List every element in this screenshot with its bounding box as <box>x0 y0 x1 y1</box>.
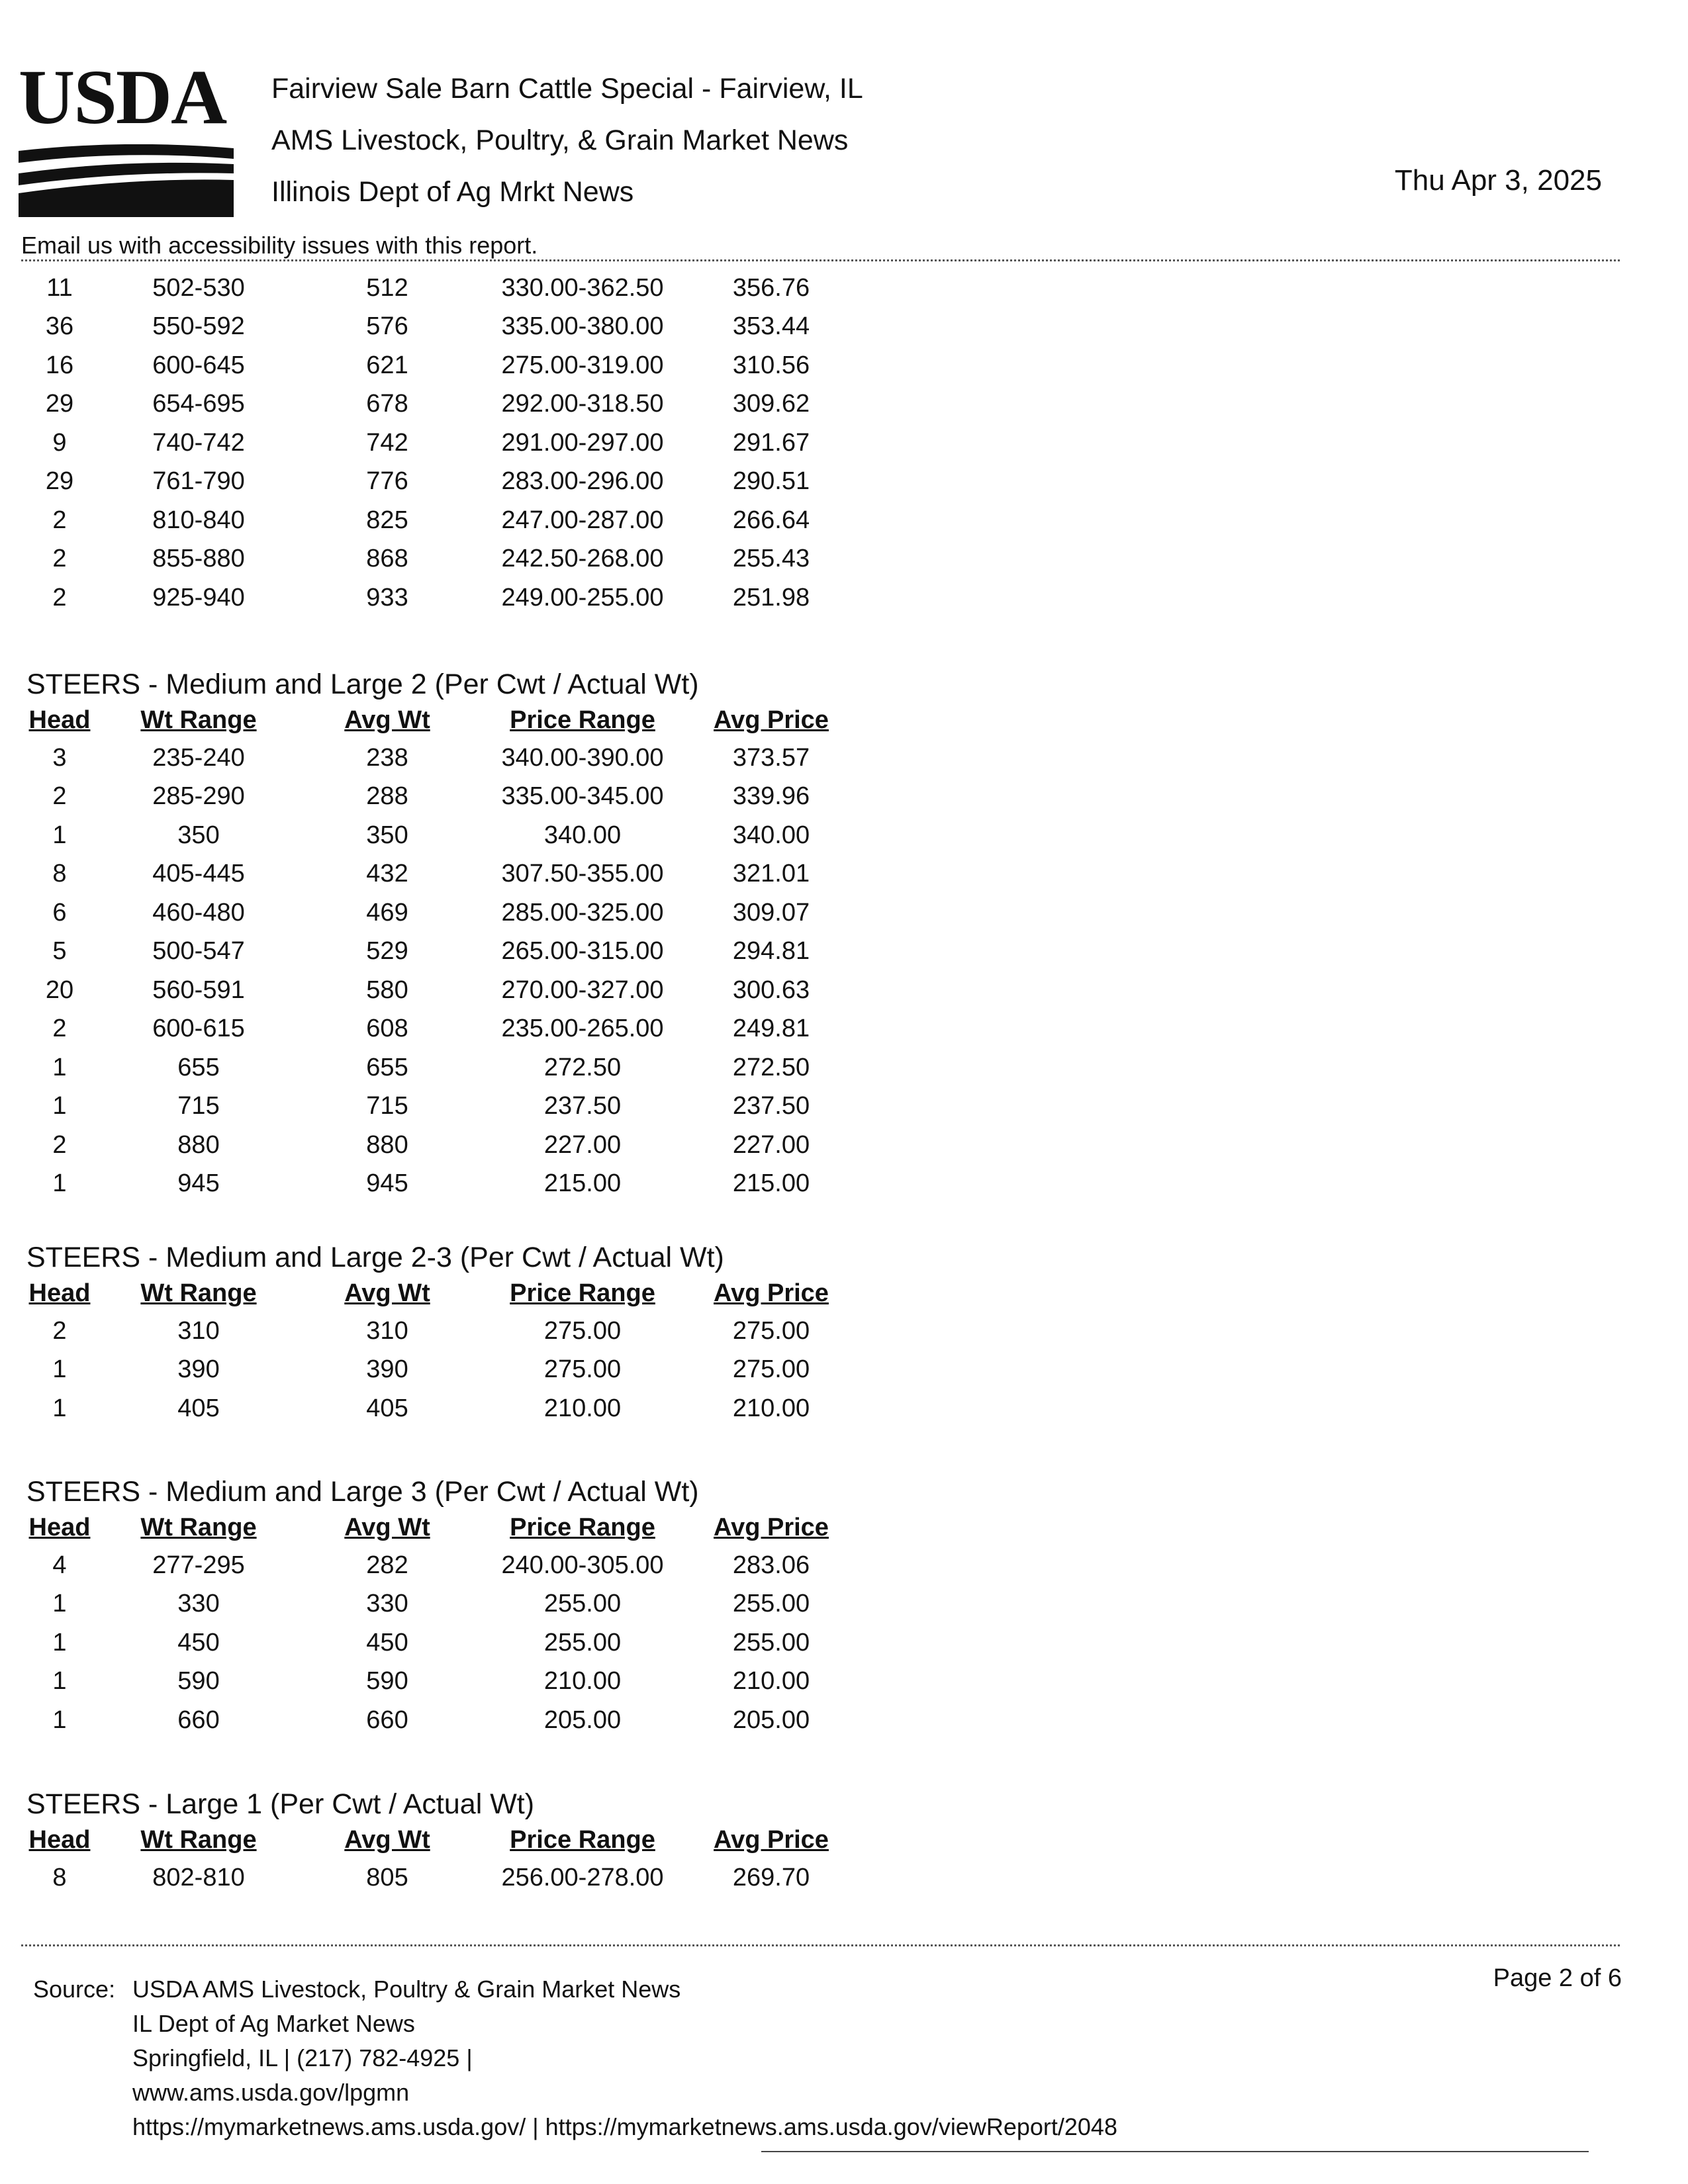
table-cell: 300.63 <box>732 976 810 1004</box>
column-header: Head <box>28 705 91 734</box>
table-cell: 945 <box>177 1169 220 1198</box>
table-header-row <box>26 702 847 739</box>
table-cell: 502-530 <box>152 273 245 302</box>
table-row <box>26 308 847 347</box>
table-cell: 945 <box>366 1169 408 1198</box>
table-cell: 2 <box>52 782 67 811</box>
table-cell: 283.00-296.00 <box>501 467 664 496</box>
table-cell: 255.43 <box>732 545 810 573</box>
table-cell: 275.00 <box>732 1316 810 1345</box>
table-row <box>26 933 847 972</box>
table-cell: 255.00 <box>543 1628 622 1657</box>
table-row <box>26 578 847 617</box>
table-cell: 265.00-315.00 <box>501 937 664 966</box>
table-cell: 810-840 <box>152 506 245 534</box>
table-row <box>26 1165 847 1204</box>
table-cell: 350 <box>177 821 220 849</box>
table-cell: 291.00-297.00 <box>501 428 664 457</box>
table-cell: 715 <box>366 1092 408 1120</box>
section-ml3 <box>26 1475 953 1740</box>
table-cell: 9 <box>52 428 67 457</box>
table-cell: 933 <box>366 583 408 612</box>
column-header: Price Range <box>510 1825 655 1854</box>
table-cell: 660 <box>366 1706 408 1734</box>
table-row <box>26 424 847 463</box>
accessibility-link[interactable]: Email us with accessibility issues with this report. <box>21 232 538 259</box>
table-cell: 450 <box>366 1628 408 1657</box>
table-cell: 227.00 <box>732 1130 810 1159</box>
table-cell: 256.00-278.00 <box>501 1863 664 1891</box>
section-large1 <box>26 1787 953 1897</box>
section-title: STEERS - Medium and Large 2 (Per Cwt / Actual Wt) <box>26 668 699 700</box>
column-header: Avg Wt <box>344 1825 430 1854</box>
table-cell: 1 <box>52 1169 67 1198</box>
table-row <box>26 855 847 894</box>
table-row <box>26 269 847 308</box>
table-cell: 1 <box>52 1394 67 1422</box>
column-header: Price Range <box>510 705 655 734</box>
column-header: Head <box>28 1279 91 1307</box>
table-cell: 335.00-345.00 <box>501 782 664 811</box>
table-row <box>26 778 847 817</box>
table-cell: 330 <box>366 1590 408 1618</box>
table-cell: 580 <box>366 976 408 1004</box>
table-cell: 655 <box>177 1053 220 1081</box>
table-cell: 761-790 <box>152 467 245 496</box>
table-cell: 215.00 <box>543 1169 622 1198</box>
table-cell: 880 <box>366 1130 408 1159</box>
table-cell: 210.00 <box>543 1394 622 1422</box>
table-cell: 529 <box>366 937 408 966</box>
table-cell: 275.00 <box>543 1355 622 1384</box>
column-header: Wt Range <box>140 1825 257 1854</box>
section-title: STEERS - Large 1 (Per Cwt / Actual Wt) <box>26 1788 535 1820</box>
table-cell: 340.00 <box>543 821 622 849</box>
source-line: IL Dept of Ag Market News <box>132 2010 415 2037</box>
column-header: Wt Range <box>140 1279 257 1307</box>
table-row <box>26 1312 847 1351</box>
table-cell: 1 <box>52 1590 67 1618</box>
table-header-row <box>26 1275 847 1312</box>
table-cell: 340.00-390.00 <box>501 743 664 772</box>
table-row <box>26 1858 847 1897</box>
table-cell: 802-810 <box>152 1863 245 1891</box>
table-cell: 272.50 <box>543 1053 622 1081</box>
column-header: Avg Price <box>714 1825 829 1854</box>
table-cell: 275.00-319.00 <box>501 351 664 379</box>
table-cell: 1 <box>52 1355 67 1384</box>
table-cell: 269.70 <box>732 1863 810 1891</box>
table-cell: 3 <box>52 743 67 772</box>
table-cell: 432 <box>366 860 408 888</box>
column-header: Head <box>28 1513 91 1541</box>
table-row <box>26 739 847 778</box>
table-cell: 560-591 <box>152 976 245 1004</box>
table-cell: 1 <box>52 1667 67 1696</box>
table-row <box>26 540 847 579</box>
table-cell: 590 <box>177 1667 220 1696</box>
continued-table <box>26 269 847 617</box>
table-cell: 249.81 <box>732 1015 810 1043</box>
report-title: Fairview Sale Barn Cattle Special - Fairview, IL <box>271 73 863 105</box>
table-row <box>26 1662 847 1702</box>
table-cell: 1 <box>52 1628 67 1657</box>
table-cell: 309.62 <box>732 390 810 418</box>
table-row <box>26 971 847 1010</box>
table-cell: 1 <box>52 1092 67 1120</box>
table-cell: 600-645 <box>152 351 245 379</box>
table-cell: 205.00 <box>732 1706 810 1734</box>
table-cell: 255.00 <box>732 1590 810 1618</box>
table-cell: 678 <box>366 390 408 418</box>
table-cell: 600-615 <box>152 1015 245 1043</box>
table-row <box>26 1351 847 1390</box>
column-header: Avg Price <box>714 705 829 734</box>
table-cell: 210.00 <box>732 1667 810 1696</box>
table-cell: 292.00-318.50 <box>501 390 664 418</box>
table-cell: 285.00-325.00 <box>501 898 664 927</box>
table-cell: 11 <box>46 273 73 302</box>
table-cell: 210.00 <box>543 1667 622 1696</box>
table-cell: 469 <box>366 898 408 927</box>
table-cell: 36 <box>45 312 74 341</box>
table-cell: 309.07 <box>732 898 810 927</box>
column-header: Wt Range <box>140 705 257 734</box>
table-cell: 1 <box>52 821 67 849</box>
column-header: Price Range <box>510 1279 655 1307</box>
table-cell: 550-592 <box>152 312 245 341</box>
column-header: Price Range <box>510 1513 655 1541</box>
price-table <box>26 1509 847 1740</box>
table-cell: 880 <box>177 1130 220 1159</box>
table-cell: 776 <box>366 467 408 496</box>
table-header-row <box>26 1509 847 1546</box>
table-cell: 8 <box>52 1863 67 1891</box>
table-cell: 1 <box>52 1706 67 1734</box>
table-cell: 288 <box>366 782 408 811</box>
column-header: Avg Wt <box>344 705 430 734</box>
table-cell: 240.00-305.00 <box>501 1551 664 1579</box>
table-cell: 210.00 <box>732 1394 810 1422</box>
table-cell: 373.57 <box>732 743 810 772</box>
table-cell: 2 <box>52 506 67 534</box>
table-cell: 460-480 <box>152 898 245 927</box>
table-cell: 310.56 <box>732 351 810 379</box>
table-cell: 266.64 <box>732 506 810 534</box>
page-number: Page 2 of 6 <box>1493 1964 1622 1992</box>
table-row <box>26 893 847 933</box>
table-cell: 512 <box>366 273 408 302</box>
table-cell: 925-940 <box>152 583 245 612</box>
table-cell: 825 <box>366 506 408 534</box>
table-cell: 330.00-362.50 <box>501 273 664 302</box>
table-cell: 742 <box>366 428 408 457</box>
report-agency: AMS Livestock, Poultry, & Grain Market News <box>271 124 849 156</box>
table-header-row <box>26 1821 847 1858</box>
table-cell: 715 <box>177 1092 220 1120</box>
section-title: STEERS - Medium and Large 2-3 (Per Cwt / Actual Wt) <box>26 1242 724 1273</box>
table-cell: 215.00 <box>732 1169 810 1198</box>
table-cell: 237.50 <box>732 1092 810 1120</box>
table-row <box>26 1623 847 1662</box>
table-cell: 247.00-287.00 <box>501 506 664 534</box>
table-row <box>26 346 847 385</box>
table-cell: 272.50 <box>732 1053 810 1081</box>
report-office: Illinois Dept of Ag Mrkt News <box>271 176 634 208</box>
table-cell: 339.96 <box>732 782 810 811</box>
table-cell: 590 <box>366 1667 408 1696</box>
table-cell: 868 <box>366 545 408 573</box>
price-table <box>26 1275 847 1428</box>
table-cell: 277-295 <box>152 1551 245 1579</box>
source-line: USDA AMS Livestock, Poultry & Grain Market News <box>132 1976 681 2003</box>
table-cell: 2 <box>52 583 67 612</box>
table-row <box>26 501 847 540</box>
table-cell: 660 <box>177 1706 220 1734</box>
table-cell: 294.81 <box>732 937 810 966</box>
table-cell: 255.00 <box>732 1628 810 1657</box>
table-cell: 251.98 <box>732 583 810 612</box>
usda-logo-waves-icon <box>19 144 237 217</box>
table-cell: 310 <box>177 1316 220 1345</box>
table-row <box>26 1701 847 1740</box>
table-cell: 275.00 <box>732 1355 810 1384</box>
table-cell: 621 <box>366 351 408 379</box>
table-cell: 805 <box>366 1863 408 1891</box>
table-cell: 405 <box>366 1394 408 1422</box>
price-table <box>26 702 847 1203</box>
table-row <box>26 1585 847 1624</box>
table-cell: 20 <box>45 976 74 1004</box>
table-cell: 390 <box>177 1355 220 1384</box>
table-row <box>26 1048 847 1087</box>
table-cell: 450 <box>177 1628 220 1657</box>
column-header: Avg Wt <box>344 1279 430 1307</box>
table-cell: 2 <box>52 1130 67 1159</box>
table-cell: 5 <box>52 937 67 966</box>
source-link[interactable]: https://mymarketnews.ams.usda.gov/ | https://mymarketnews.ams.usda.gov/viewReport/2048 <box>132 2113 1117 2140</box>
table-cell: 6 <box>52 898 67 927</box>
column-header: Head <box>28 1825 91 1854</box>
table-cell: 655 <box>366 1053 408 1081</box>
table-cell: 285-290 <box>152 782 245 811</box>
header-divider <box>21 259 1620 261</box>
section-title: STEERS - Medium and Large 3 (Per Cwt / Actual Wt) <box>26 1476 699 1508</box>
table-cell: 275.00 <box>543 1316 622 1345</box>
table-cell: 8 <box>52 860 67 888</box>
table-row <box>26 1389 847 1428</box>
table-cell: 390 <box>366 1355 408 1384</box>
table-row <box>26 463 847 502</box>
table-row <box>26 1546 847 1585</box>
table-cell: 2 <box>52 1316 67 1345</box>
table-cell: 282 <box>366 1551 408 1579</box>
table-cell: 291.67 <box>732 428 810 457</box>
table-cell: 654-695 <box>152 390 245 418</box>
table-cell: 353.44 <box>732 312 810 341</box>
bottom-rule <box>761 2151 1589 2152</box>
source-label: Source: <box>33 1976 116 2003</box>
table-cell: 2 <box>52 1015 67 1043</box>
source-link[interactable]: www.ams.usda.gov/lpgmn <box>132 2079 410 2106</box>
table-cell: 405 <box>177 1394 220 1422</box>
source-lines <box>132 1972 1117 2144</box>
column-header: Avg Price <box>714 1279 829 1307</box>
section-ml2 <box>26 667 953 1203</box>
table-cell: 405-445 <box>152 860 245 888</box>
column-header: Avg Wt <box>344 1513 430 1541</box>
table-cell: 500-547 <box>152 937 245 966</box>
table-cell: 4 <box>52 1551 67 1579</box>
table-cell: 576 <box>366 312 408 341</box>
table-cell: 356.76 <box>732 273 810 302</box>
table-cell: 16 <box>45 351 74 379</box>
table-cell: 855-880 <box>152 545 245 573</box>
table-cell: 29 <box>45 390 74 418</box>
table-cell: 235.00-265.00 <box>501 1015 664 1043</box>
table-cell: 249.00-255.00 <box>501 583 664 612</box>
table-cell: 310 <box>366 1316 408 1345</box>
table-row <box>26 385 847 424</box>
table-cell: 238 <box>366 743 408 772</box>
table-cell: 255.00 <box>543 1590 622 1618</box>
table-cell: 330 <box>177 1590 220 1618</box>
table-cell: 270.00-327.00 <box>501 976 664 1004</box>
table-cell: 29 <box>45 467 74 496</box>
report-date: Thu Apr 3, 2025 <box>1394 164 1602 197</box>
usda-logo-text: USDA <box>19 54 226 140</box>
table-row <box>26 1087 847 1126</box>
table-cell: 242.50-268.00 <box>501 545 664 573</box>
price-table <box>26 1821 847 1897</box>
table-cell: 340.00 <box>732 821 810 849</box>
table-cell: 2 <box>52 545 67 573</box>
table-cell: 321.01 <box>732 860 810 888</box>
table-row <box>26 816 847 855</box>
footer-divider <box>21 1944 1620 1946</box>
table-cell: 235-240 <box>152 743 245 772</box>
table-cell: 1 <box>52 1053 67 1081</box>
table-cell: 307.50-355.00 <box>501 860 664 888</box>
column-header: Avg Price <box>714 1513 829 1541</box>
table-cell: 283.06 <box>732 1551 810 1579</box>
table-cell: 350 <box>366 821 408 849</box>
table-cell: 227.00 <box>543 1130 622 1159</box>
table-cell: 237.50 <box>543 1092 622 1120</box>
table-cell: 740-742 <box>152 428 245 457</box>
table-cell: 290.51 <box>732 467 810 496</box>
table-cell: 205.00 <box>543 1706 622 1734</box>
source-line: Springfield, IL | (217) 782-4925 | <box>132 2044 473 2071</box>
table-row <box>26 1010 847 1049</box>
column-header: Wt Range <box>140 1513 257 1541</box>
section-ml2-3 <box>26 1240 953 1428</box>
table-cell: 335.00-380.00 <box>501 312 664 341</box>
table-cell: 608 <box>366 1015 408 1043</box>
usda-logo <box>19 54 237 217</box>
table-row <box>26 1126 847 1165</box>
continued-table-section <box>26 269 953 617</box>
